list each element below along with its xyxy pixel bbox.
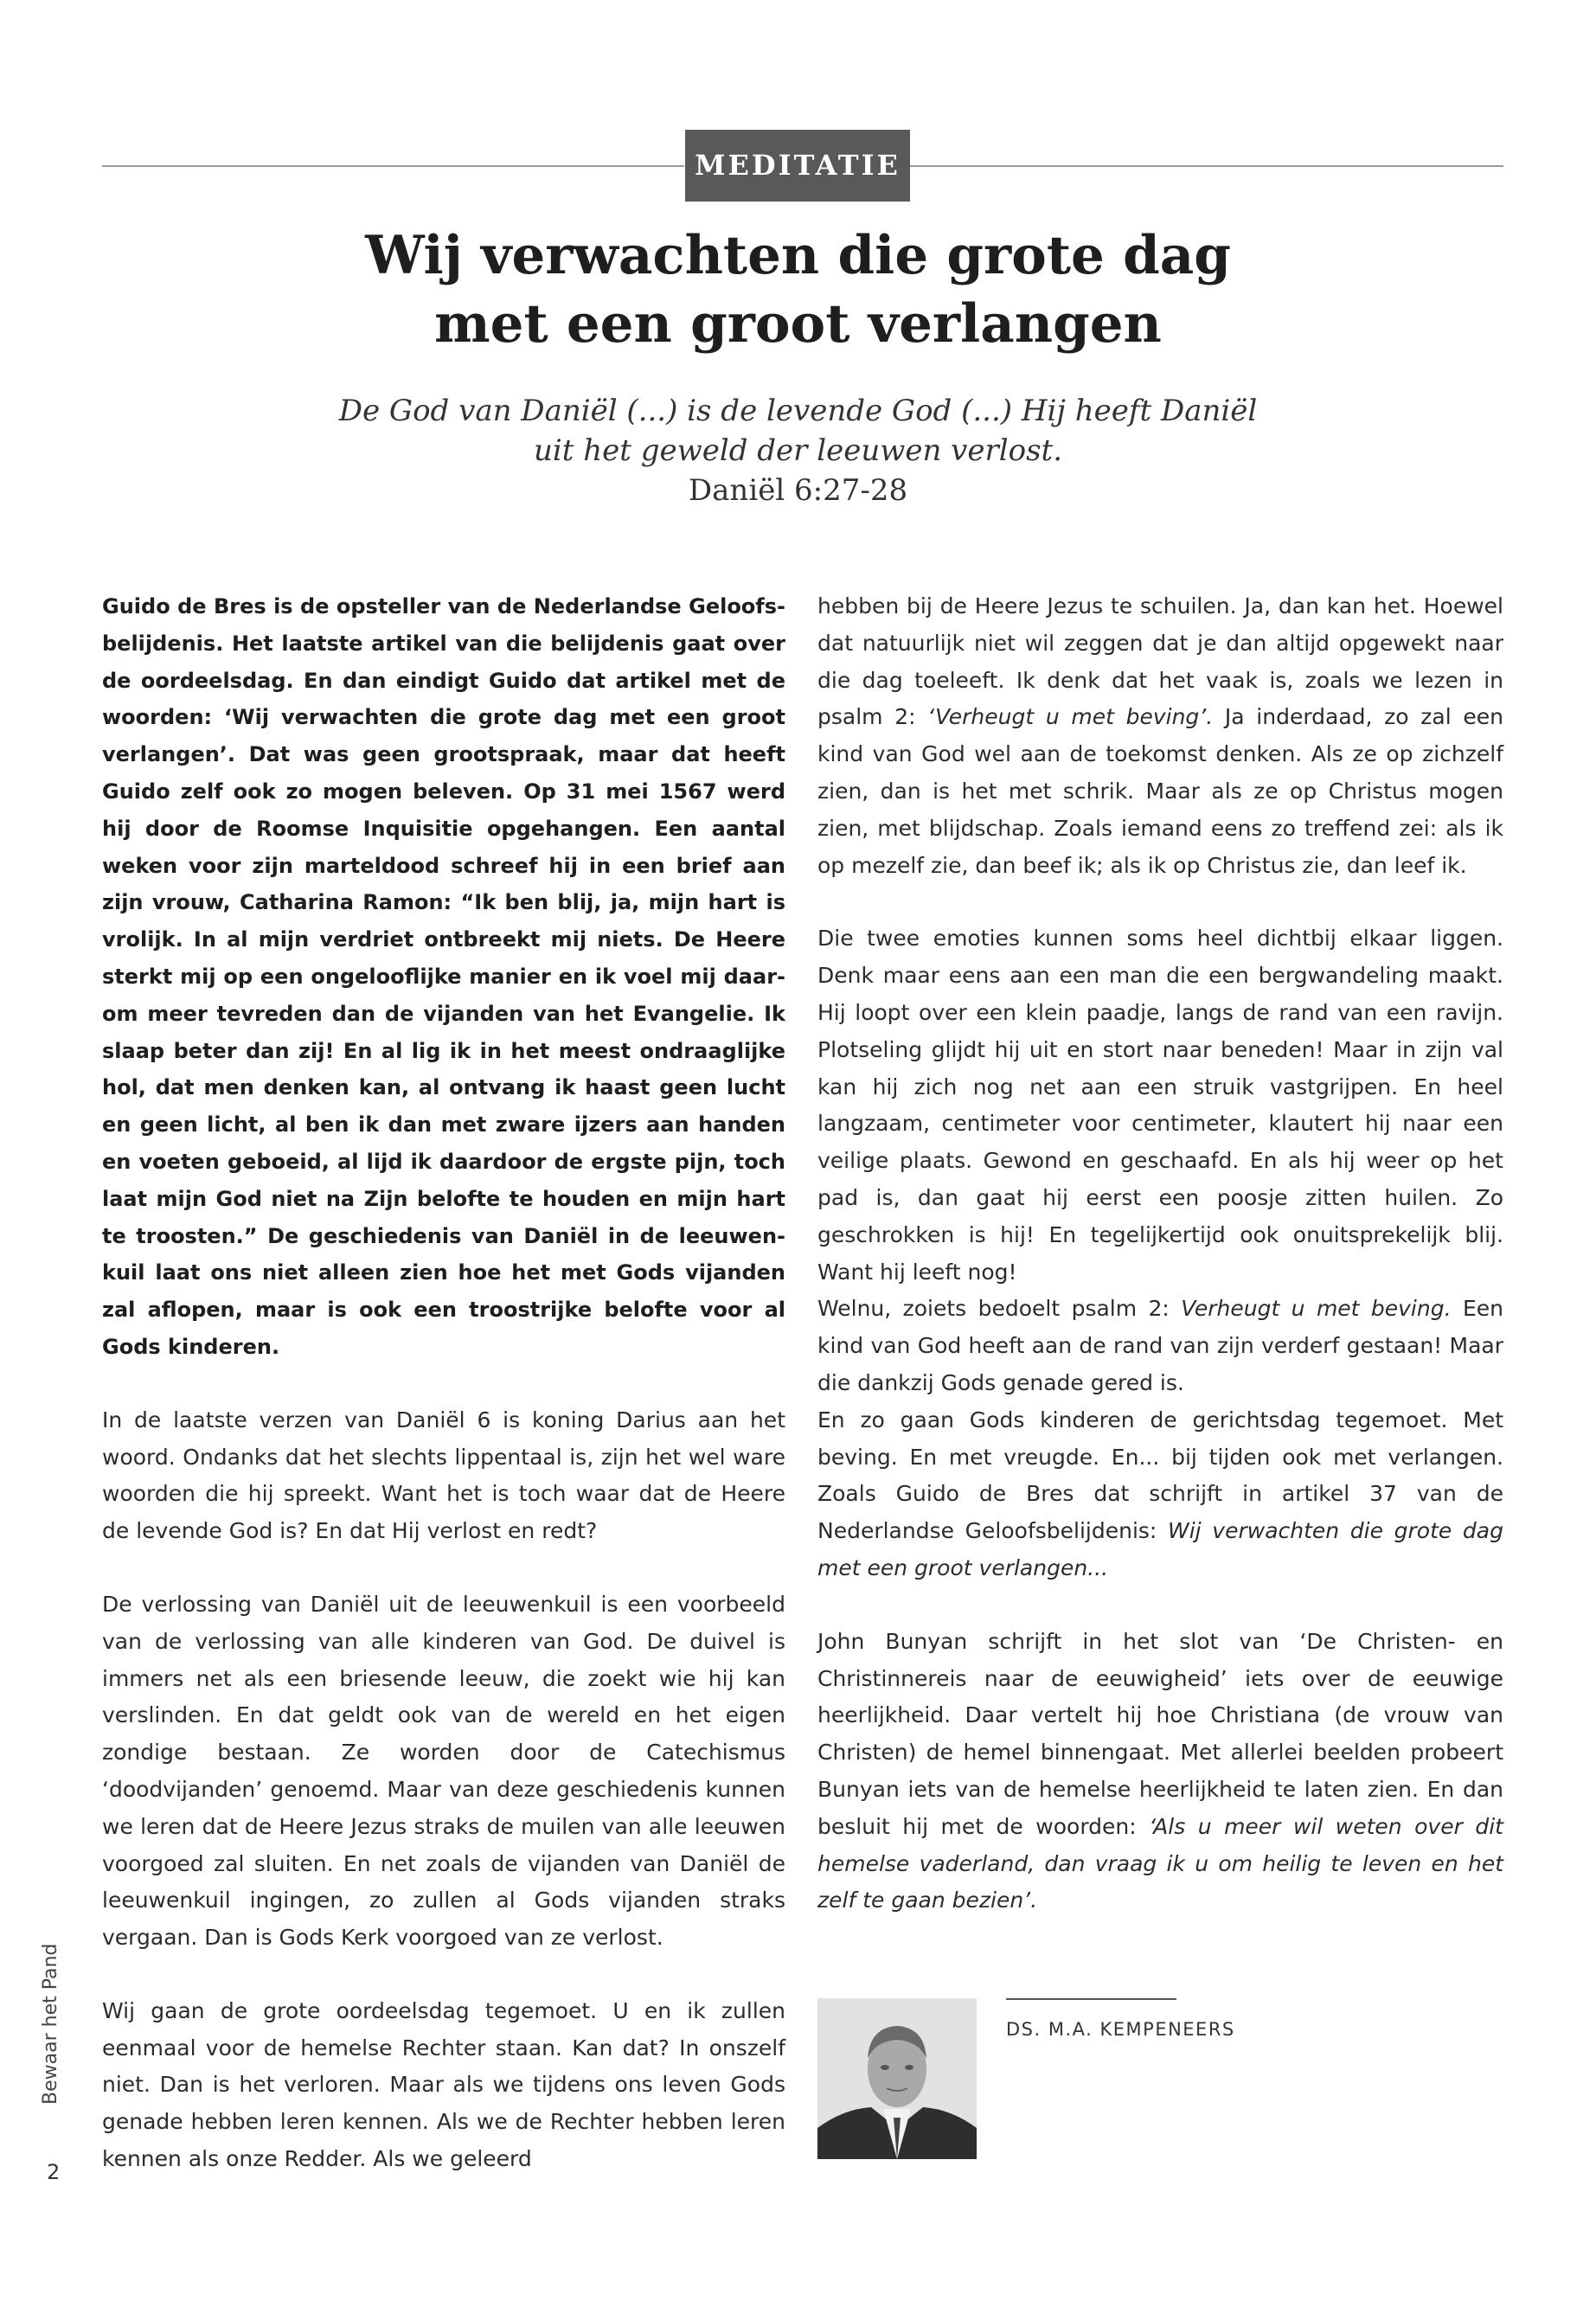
paragraph: In de laatste verzen van Daniël 6 is koning Darius aan het woord. Ondanks dat het slechts lippentaal is, zijn het wel ware woorden die hij spreekt. Want het is toch waar dat de Heere de levende God is? En dat Hij verlost en redt?	[102, 1407, 785, 1544]
section-badge: MEDITATIE	[685, 130, 910, 202]
epigraph-reference: Daniël 6:27-28	[688, 473, 908, 508]
header-rule-right	[910, 165, 1503, 167]
confession-quote: Wij verwachten die grote dag met een groot verlangen...	[817, 1518, 1503, 1580]
text-run: John Bunyan schrijft in het slot van ‘De Christen- en Christinnereis naar de eeuwigheid’ iets over de eeuwige heerlijkheid. Daar vertelt hij hoe Christiana (de vrouw van Christen) de hemel binnengaat. Met allerlei beelden probeert Bunyan iets van de hemelse heerlijkheid te laten zien. En dan besluit hij met de woorden:	[817, 1628, 1503, 1839]
article-title	[130, 221, 1466, 358]
magazine-name: Bewaar het Pand	[40, 1943, 61, 2105]
left-column	[102, 588, 785, 2178]
paragraph	[817, 1624, 1503, 1920]
epigraph-line-1: De God van Daniël (...) is de levende God (...) Hij heeft Daniël	[338, 394, 1258, 428]
paragraph: Die twee emoties kunnen soms heel dichtbij elkaar liggen. Denk maar eens aan een man die een bergwandeling maakt. Hij loopt over een klein paadje, langs de rand van een ravijn. Plotseling glijdt hij uit en stort naar beneden! Maar in zijn val kan hij zich nog net aan een struik vastgrijpen. En heel langzaam, centimeter voor centimeter, klautert hij naar een veilige plaats. Gewond en geschaafd. En als hij weer op het pad is, dan gaat hij eerst een poosje zitten huilen. Zo geschrokken is hij! En tegelijkertijd ook onuitsprekelijk blij. Want hij leeft nog!	[817, 926, 1503, 1285]
right-column	[817, 588, 1503, 1920]
paragraph	[817, 1291, 1503, 1401]
text-run: Ja inderdaad, zo zal een kind van God wel aan de toekomst denken. Als ze op zichzelf zien, dan is het met schrik. Maar als ze op Christus mogen zien, met blijdschap. Zoals iemand eens zo treffend zei: als ik op mezelf zie, dan beef ik; als ik op Christus zie, dan leef ik.	[817, 704, 1503, 878]
title-line-2: met een groot verlangen	[434, 293, 1162, 355]
text-run: Welnu, zoiets bedoelt psalm 2:	[817, 1296, 1182, 1322]
text-run: En zo gaan Gods kinderen de gerichtsdag tegemoet. Met beving. En met vreugde. En... bij tijden ook met verlangen. Zoals Guido de Bres dat schrijft in artikel 37 van de Nederlandse Geloofsbelijdenis:	[817, 1407, 1503, 1544]
header-rule-left	[102, 165, 684, 167]
psalm-quote: ‘Verheugt u met beving’.	[927, 704, 1214, 730]
author-block	[817, 1998, 1503, 2163]
bunyan-quote: ‘Als u meer wil weten over dit hemelse vaderland, dan vraag ik u om heilig te leven en het zelf te gaan bezien’.	[817, 1813, 1503, 1913]
paragraph	[817, 1402, 1503, 1587]
author-portrait-image	[817, 1998, 977, 2159]
epigraph	[216, 391, 1380, 510]
title-line-1: Wij verwachten die grote dag	[365, 225, 1231, 286]
text-run: Een kind van God heeft aan de rand van zijn verderf gestaan! Maar die dankzij Gods genade gered is.	[817, 1296, 1503, 1395]
author-rule	[1006, 1998, 1176, 2000]
text-run: hebben bij de Heere Jezus te schuilen. Ja, dan kan het. Hoewel dat natuurlijk niet wil zeggen dat je dan altijd opgewekt naar die dag toeleeft. Ik denk dat het vaak is, zoals we lezen in psalm 2:	[817, 593, 1503, 730]
author-name: DS. M.A. KEMPENEERS	[1006, 2019, 1235, 2040]
psalm-quote: Verheugt u met beving.	[1181, 1296, 1452, 1322]
paragraph	[817, 588, 1503, 884]
paragraph: De verlossing van Daniël uit de leeuwenkuil is een voorbeeld van de verlossing van alle kinderen van God. De duivel is immers net als een briesende leeuw, die zoekt wie hij kan verslinden. En dat geldt ook van de wereld en het eigen zondige bestaan. Ze worden door de Catechismus ‘doodvijanden’ genoemd. Maar van deze geschiedenis kunnen we leren dat de Heere Jezus straks de muilen van alle leeuwen voorgoed zal sluiten. En net zoals de vijanden van Daniël de leeuwenkuil ingingen, zo zullen al Gods vijanden straks vergaan. Dan is Gods Kerk voorgoed van ze verlost.	[102, 1591, 785, 1951]
intro-paragraph: Guido de Bres is de opsteller van de Nederlandse Geloofsbelijdenis. Het laatste artikel van die belijdenis gaat over de oordeelsdag. En dan eindigt Guido dat artikel met de woorden: ‘Wij verwachten die grote dag met een groot verlangen’. Dat was geen grootspraak, maar dat heeft Guido zelf ook zo mogen beleven. Op 31 mei 1567 werd hij door de Roomse Inquisitie opgehangen. Een aantal weken voor zijn marteldood schreef hij in een brief aan zijn vrouw, Catharina Ramon: “Ik ben blij, ja, mijn hart is vrolijk. In al mijn verdriet ontbreekt mij niets. De Heere sterkt mij op een ongelooflijke manier en ik voel mij daarom meer tevreden dan de vijanden van het Evangelie. Ik slaap beter dan zij! En al lig ik in het meest ondraaglijke hol, dat men denken kan, al ontvang ik haast geen lucht en geen licht, al ben ik dan met zware ijzers aan handen en voeten geboeid, al lijd ik daardoor de ergste pijn, toch laat mijn God niet na Zijn belofte te houden en mijn hart te troosten.” De geschiedenis van Daniël in de leeuwenkuil laat ons niet alleen zien hoe het met Gods vijanden zal aflopen, maar is ook een troostrijke belofte voor al Gods kinderen.	[102, 594, 785, 1359]
paragraph: Wij gaan de grote oordeelsdag tegemoet. U en ik zullen eenmaal voor de hemelse Rechter staan. Kan dat? In onszelf niet. Dan is het verloren. Maar als we tijdens ons leven Gods genade hebben leren kennen. Als we de Rechter hebben leren kennen als onze Redder. Als we geleerd	[102, 1997, 785, 2172]
page-number: 2	[47, 2160, 61, 2184]
epigraph-line-2: uit het geweld der leeuwen verlost.	[533, 433, 1063, 468]
author-photo	[817, 1998, 977, 2159]
